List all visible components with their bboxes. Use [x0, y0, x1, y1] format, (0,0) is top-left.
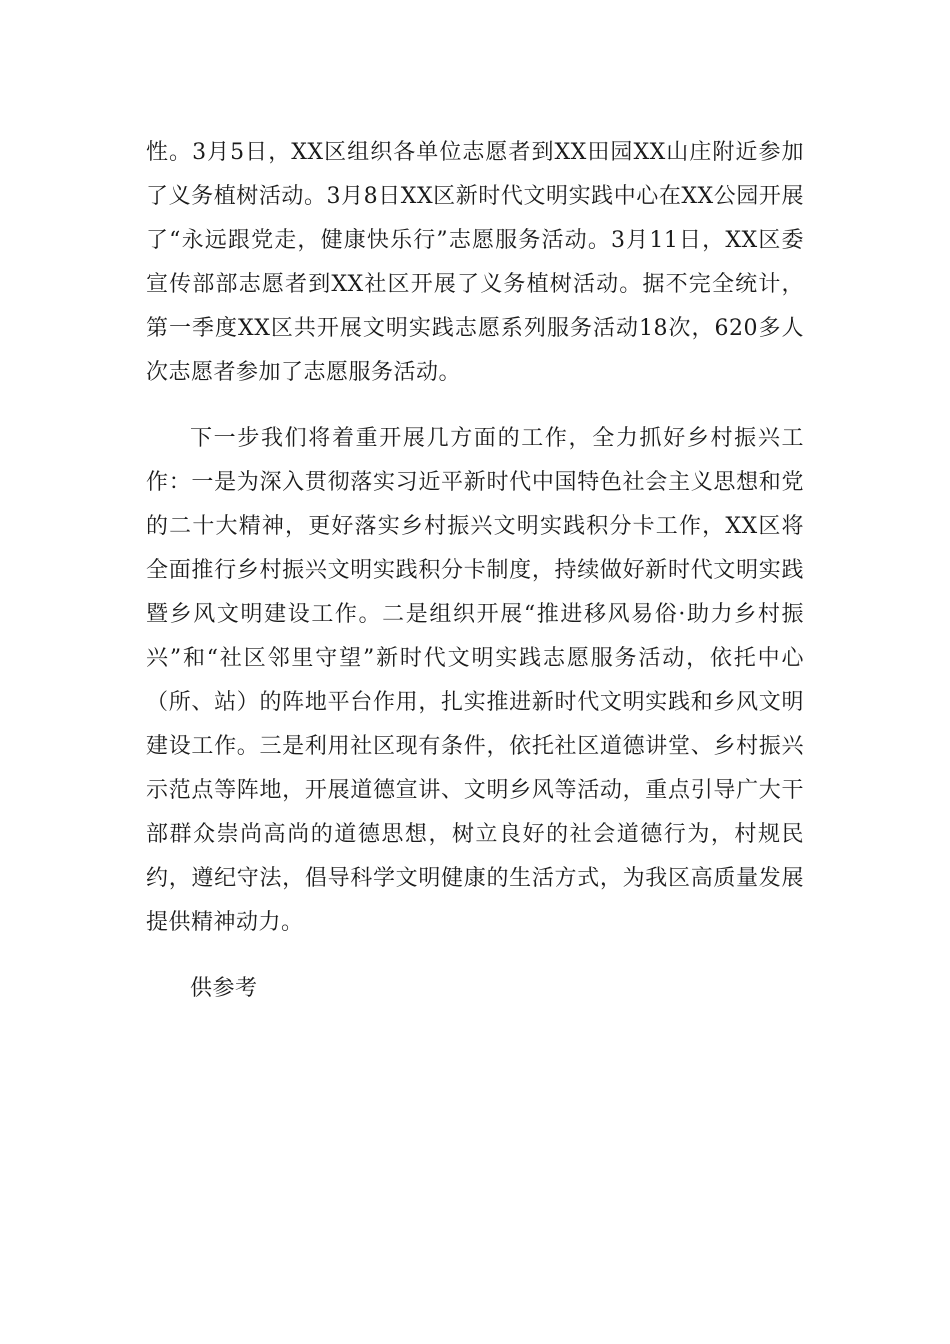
paragraph-gap	[146, 945, 804, 967]
paragraph-closing: 供参考	[190, 976, 258, 1001]
paragraph-continuation: 性。3月5日，XX区组织各单位志愿者到XX田园XX山庄附近参加了义务植树活动。3月8日XX区新时代文明实践中心在XX公园开展了“永远跟党走，健康快乐行”志愿服务活动。3月11日，XX区委宣传部部志愿者到XX社区开展了义务植树活动。据不完全统计，第一季度XX区共开展文明实践志愿系列服务活动18次，620多人次志愿者参加了志愿服务活动。	[146, 140, 804, 385]
paragraph-gap	[146, 395, 804, 417]
document-body	[146, 131, 804, 1011]
paragraph-next-steps: 下一步我们将着重开展几方面的工作，全力抓好乡村振兴工作：一是为深入贯彻落实习近平新时代中国特色社会主义思想和党的二十大精神，更好落实乡村振兴文明实践积分卡工作，XX区将全面推行乡村振兴文明实践积分卡制度，持续做好新时代文明实践暨乡风文明建设工作。二是组织开展“推进移风易俗·助力乡村振兴”和“社区邻里守望”新时代文明实践志愿服务活动，依托中心（所、站）的阵地平台作用，扎实推进新时代文明实践和乡风文明建设工作。三是利用社区现有条件，依托社区道德讲堂、乡村振兴示范点等阵地，开展道德宣讲、文明乡风等活动，重点引导广大干部群众崇尚高尚的道德思想，树立良好的社会道德行为，村规民约，遵纪守法，倡导科学文明健康的生活方式，为我区高质量发展提供精神动力。	[146, 426, 804, 935]
